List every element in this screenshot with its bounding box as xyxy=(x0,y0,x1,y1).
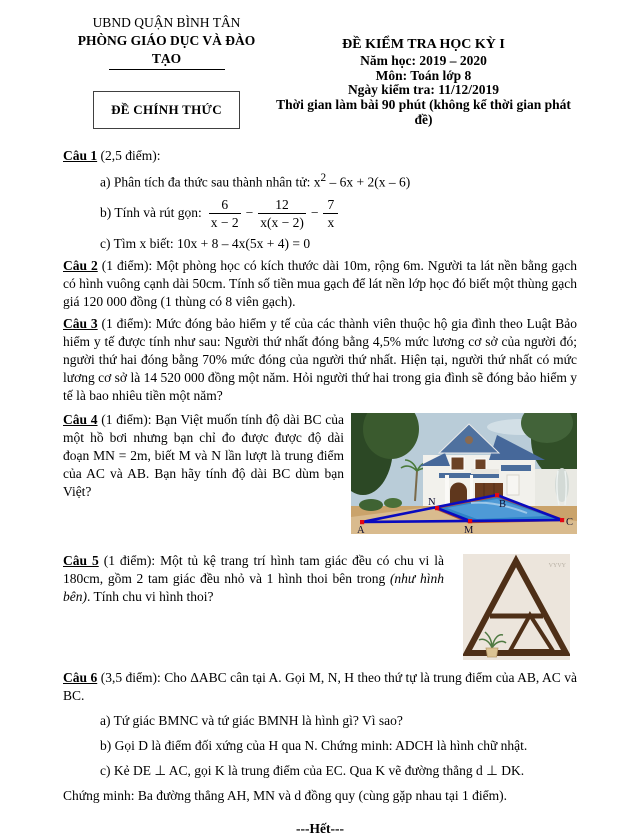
question-6 xyxy=(63,669,577,805)
question-3-label: Câu 3 xyxy=(63,316,98,331)
denominator: x(x − 2) xyxy=(260,215,304,230)
denominator: x − 2 xyxy=(210,215,239,230)
question-1-item-a xyxy=(63,169,577,192)
question-3-body: (1 điểm): Mức đóng bảo hiểm y tế của các thành viên thuộc hộ gia đình theo Luật Bảo hiểm y tế được tính như sau: Người thứ nhất đóng bằng 4,5% mức lương cơ sở của người đó; người thứ hai đóng bằng 70% mức đóng của người thứ nhất. Hiện tại, người thứ nhất có mức lương cơ sở là 14 520 000 đồng một năm. Hỏi người thứ hai trong gia đình sẽ đóng bảo hiểm y tế là bao nhiêu tiền một năm? xyxy=(63,316,577,403)
question-5-body: (1 điểm): Một tủ kệ trang trí hình tam giác đều có chu vi là 180cm, gồm 2 tam giác đều nhỏ và 1 hình thoi bên trong xyxy=(63,553,444,586)
question-4-body: (1 điểm): Bạn Việt muốn tính độ dài BC của một hồ bơi nhưng bạn chỉ đo được được độ dài đoạn MN = 2m, biết M và N lần lượt là trung điểm của AC và AB. Bạn hãy tính độ dài BC dùm bạn Việt? xyxy=(63,412,344,499)
official-exam-label: ĐỀ CHÍNH THỨC xyxy=(111,102,222,117)
figure-label-b: B xyxy=(499,499,507,510)
official-exam-box xyxy=(93,91,240,129)
question-1-item-b xyxy=(63,196,577,232)
denominator: x xyxy=(327,215,335,230)
question-6-intro: (3,5 điểm): Cho ΔABC cân tại A. Gọi M, N, H theo thứ tự là trung điểm của AB, AC và BC. xyxy=(63,670,577,703)
exam-title: ĐỀ KIỂM TRA HỌC KỲ I xyxy=(342,37,505,52)
subject: Môn: Toán lớp 8 xyxy=(375,67,472,83)
duration: Thời gian làm bài 90 phút (không kể thời gian phát đề) xyxy=(276,97,571,127)
question-4 xyxy=(63,411,577,538)
fraction-1 xyxy=(209,196,241,232)
item-a-tail: – 6x + 2(x – 6) xyxy=(326,174,411,190)
org-name: UBND QUẬN BÌNH TÂN xyxy=(92,15,241,30)
figure-label-m: M xyxy=(464,525,474,534)
question-2-label: Câu 2 xyxy=(63,258,98,273)
question-6-item-c: c) Kẻ DE ⊥ AC, gọi K là trung điểm của EC. Qua K vẽ đường thẳng d ⊥ DK. xyxy=(100,763,525,778)
figure-label-c: C xyxy=(566,517,574,528)
figure-watermark: VYVY xyxy=(548,563,566,569)
header-right xyxy=(270,38,577,129)
figure-label-a: A xyxy=(357,525,365,534)
question-2 xyxy=(63,257,577,311)
department-name: PHÒNG GIÁO DỤC VÀ ĐÀO TẠO xyxy=(63,32,270,70)
question-5-tail: . Tính chu vi hình thoi? xyxy=(87,589,214,604)
question-5-label: Câu 5 xyxy=(63,553,99,568)
question-6-heading xyxy=(63,669,577,705)
question-3 xyxy=(63,315,577,405)
question-5-italic: (như hình bên) xyxy=(63,571,444,604)
question-1-item-c: c) Tìm x biết: 10x + 8 – 4x(5x + 4) = 0 xyxy=(100,236,311,251)
question-6-item-b: b) Gọi D là điểm đối xứng của H qua N. Chứng minh: ADCH là hình chữ nhật. xyxy=(100,738,528,753)
triangle-shelf-image xyxy=(463,554,570,660)
exam-date: Ngày kiểm tra: 11/12/2019 xyxy=(347,82,500,98)
item-b-text: b) Tính và rút gọn: xyxy=(100,205,202,221)
question-6-item-a: a) Tứ giác BMNC và tứ giác BMNH là hình gì? Vì sao? xyxy=(100,713,403,728)
school-year: Năm học: 2019 – 2020 xyxy=(360,52,487,68)
question-2-text xyxy=(63,257,577,311)
numerator: 12 xyxy=(258,196,306,215)
question-1-label: Câu 1 xyxy=(63,148,98,163)
question-6-closing: Chứng minh: Ba đường thẳng AH, MN và d đồng quy (cùng gặp nhau tại 1 điểm). xyxy=(63,788,507,803)
numerator: 7 xyxy=(323,196,338,215)
question-3-text xyxy=(63,315,577,405)
header-left xyxy=(63,14,270,129)
plant-pot xyxy=(486,648,498,657)
fraction-2 xyxy=(258,196,306,232)
question-1-heading xyxy=(63,147,577,165)
exam-body xyxy=(63,147,577,805)
item-a-text: a) Phân tích đa thức sau thành nhân tử: x xyxy=(100,174,321,190)
exponent: 2 xyxy=(320,172,327,184)
question-6-label: Câu 6 xyxy=(63,670,98,685)
question-2-body: (1 điểm): Một phòng học có kích thước dài 10m, rộng 6m. Người ta lát nền bằng gạch có hình vuông cạnh dài 50cm. Tính số tiền mua gạch để lát nền lớp học đó biết một thùng gạch giá 120 000 đồng (1 thùng có 8 viên gạch). xyxy=(63,258,577,309)
numerator: 6 xyxy=(209,196,241,215)
minus-sign: − xyxy=(310,205,319,221)
end-marker: ---Hết--- xyxy=(296,821,344,834)
question-1-points: (2,5 điểm): xyxy=(97,148,161,163)
question-1 xyxy=(63,147,577,253)
house-pool-image xyxy=(351,413,577,534)
figure-label-n: N xyxy=(428,497,436,508)
question-4-label: Câu 4 xyxy=(63,412,98,427)
minus-sign: − xyxy=(245,205,254,221)
fraction-3 xyxy=(323,196,338,232)
header xyxy=(63,14,577,129)
question-5 xyxy=(63,552,577,664)
